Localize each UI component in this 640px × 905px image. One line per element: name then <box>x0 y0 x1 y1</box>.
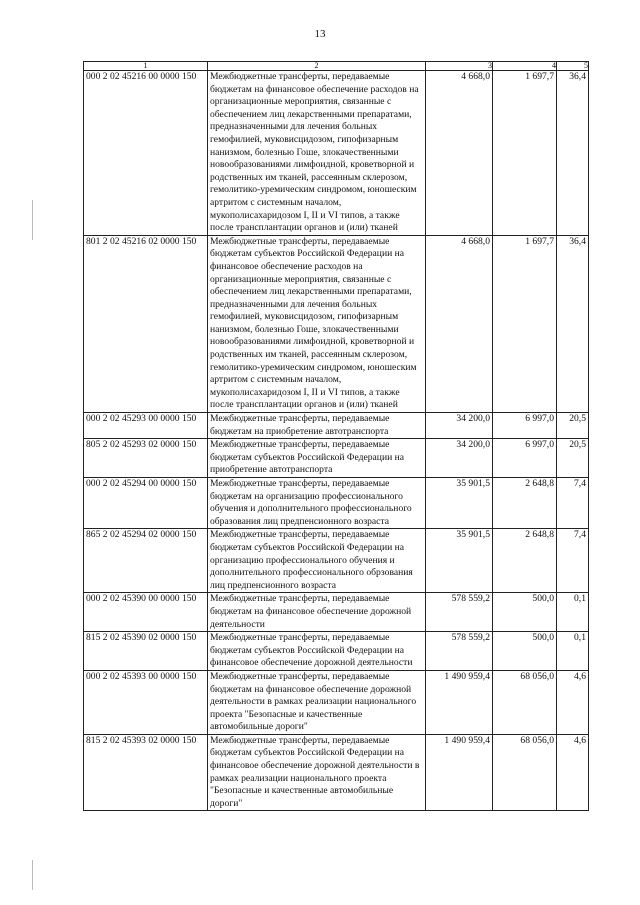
plan-amount-cell: 4 668,0 <box>426 71 493 236</box>
description-cell: Межбюджетные трансферты, передаваемые бюджетам на финансовое обеспечение дорожной деятельности в рамках реализации национального проекта "Безопасные и качественные автомобильные дороги" <box>208 670 426 734</box>
budget-code-cell: 000 2 02 45216 00 0000 150 <box>84 71 208 236</box>
description-cell: Межбюджетные трансферты, передаваемые бюджетам субъектов Российской Федерации на финансовое обеспечение дорожной деятельности <box>208 632 426 671</box>
budget-code-cell: 865 2 02 45294 02 0000 150 <box>84 529 208 593</box>
budget-code-cell: 805 2 02 45293 02 0000 150 <box>84 439 208 478</box>
description-cell: Межбюджетные трансферты, передаваемые бюджетам субъектов Российской Федерации на приобретение автотранспорта <box>208 439 426 478</box>
actual-amount-cell: 2 648,8 <box>493 478 557 529</box>
table-row <box>84 71 589 236</box>
description-cell: Межбюджетные трансферты, передаваемые бюджетам субъектов Российской Федерации на финансовое обеспечение дорожной деятельности в рамках реализации национального проекта "Безопасные и качественные автомобильные дороги" <box>208 734 426 811</box>
plan-amount-cell: 34 200,0 <box>426 439 493 478</box>
percent-cell: 36,4 <box>557 235 589 412</box>
description-cell: Межбюджетные трансферты, передаваемые бюджетам на организацию профессионального обучения и дополнительного профессионального образования лиц предпенсионного возраста <box>208 478 426 529</box>
plan-amount-cell: 4 668,0 <box>426 235 493 412</box>
budget-code-cell: 815 2 02 45393 02 0000 150 <box>84 734 208 811</box>
budget-code-cell: 815 2 02 45390 02 0000 150 <box>84 632 208 671</box>
budget-code-cell: 000 2 02 45390 00 0000 150 <box>84 593 208 632</box>
plan-amount-cell: 35 901,5 <box>426 478 493 529</box>
actual-amount-cell: 1 697,7 <box>493 71 557 236</box>
plan-amount-cell: 578 559,2 <box>426 593 493 632</box>
column-number: 1 <box>84 62 208 71</box>
plan-amount-cell: 1 490 959,4 <box>426 670 493 734</box>
table-row <box>84 478 589 529</box>
budget-code-cell: 801 2 02 45216 02 0000 150 <box>84 235 208 412</box>
table-row <box>84 593 589 632</box>
table-row <box>84 235 589 412</box>
table-row <box>84 529 589 593</box>
page-number: 13 <box>314 28 326 40</box>
description-cell: Межбюджетные трансферты, передаваемые бюджетам субъектов Российской Федерации на финансовое обеспечение расходов на организационные мероприятия, связанные с обеспечением лиц лекарственными препаратами, предназначенными для лечения больных гемофилией, муковисцидозом, гипофизарным нанизмом, болезнью Гоше, злокачественными новообразованиями лимфоидной, кроветворной и родственных им тканей, рассеянным склерозом, гемолитико-уремическим синдромом, юношеским артритом с системным началом, мукополисахаридозом I, II и VI типов, а также после трансплантации органов и (или) тканей <box>208 235 426 412</box>
description-cell: Межбюджетные трансферты, передаваемые бюджетам на финансовое обеспечение дорожной деятельности <box>208 593 426 632</box>
plan-amount-cell: 35 901,5 <box>426 529 493 593</box>
description-cell: Межбюджетные трансферты, передаваемые бюджетам субъектов Российской Федерации на организацию профессионального обучения и дополнительного профессионального обрзования лиц предпенсионного возраста <box>208 529 426 593</box>
actual-amount-cell: 6 997,0 <box>493 439 557 478</box>
column-number: 3 <box>426 62 493 71</box>
table-row <box>84 670 589 734</box>
column-number: 2 <box>208 62 426 71</box>
percent-cell: 20,5 <box>557 413 589 439</box>
table-row <box>84 413 589 439</box>
percent-cell: 20,5 <box>557 439 589 478</box>
plan-amount-cell: 1 490 959,4 <box>426 734 493 811</box>
table-row <box>84 439 589 478</box>
actual-amount-cell: 2 648,8 <box>493 529 557 593</box>
column-number: 5 <box>557 62 589 71</box>
budget-code-cell: 000 2 02 45294 00 0000 150 <box>84 478 208 529</box>
description-cell: Межбюджетные трансферты, передаваемые бюджетам на финансовое обеспечение расходов на организационные мероприятия, связанные с обеспечением лиц лекарственными препаратами, предназначенными для лечения больных гемофилией, муковисцидозом, гипофизарным нанизмом, болезнью Гоше, злокачественными новообразованиями лимфоидной, кроветворной и родственных им тканей, рассеянным склерозом, гемолитико-уремическим синдромом, юношеским артритом с системным началом, мукополисахаридозом I, II и VI типов, а также после трансплантации органов и (или) тканей <box>208 71 426 236</box>
scan-margin-mark <box>32 200 33 240</box>
actual-amount-cell: 1 697,7 <box>493 235 557 412</box>
budget-code-cell: 000 2 02 45293 00 0000 150 <box>84 413 208 439</box>
actual-amount-cell: 68 056,0 <box>493 734 557 811</box>
percent-cell: 4,6 <box>557 734 589 811</box>
description-cell: Межбюджетные трансферты, передаваемые бюджетам на приобретение автотранспорта <box>208 413 426 439</box>
percent-cell: 36,4 <box>557 71 589 236</box>
plan-amount-cell: 34 200,0 <box>426 413 493 439</box>
scan-margin-mark <box>32 860 33 890</box>
percent-cell: 0,1 <box>557 593 589 632</box>
percent-cell: 0,1 <box>557 632 589 671</box>
column-number-row <box>84 62 589 71</box>
actual-amount-cell: 500,0 <box>493 593 557 632</box>
actual-amount-cell: 500,0 <box>493 632 557 671</box>
table-row <box>84 632 589 671</box>
table-row <box>84 734 589 811</box>
actual-amount-cell: 68 056,0 <box>493 670 557 734</box>
budget-transfers-table <box>83 61 589 811</box>
percent-cell: 7,4 <box>557 478 589 529</box>
plan-amount-cell: 578 559,2 <box>426 632 493 671</box>
percent-cell: 4,6 <box>557 670 589 734</box>
percent-cell: 7,4 <box>557 529 589 593</box>
budget-code-cell: 000 2 02 45393 00 0000 150 <box>84 670 208 734</box>
actual-amount-cell: 6 997,0 <box>493 413 557 439</box>
column-number: 4 <box>493 62 557 71</box>
